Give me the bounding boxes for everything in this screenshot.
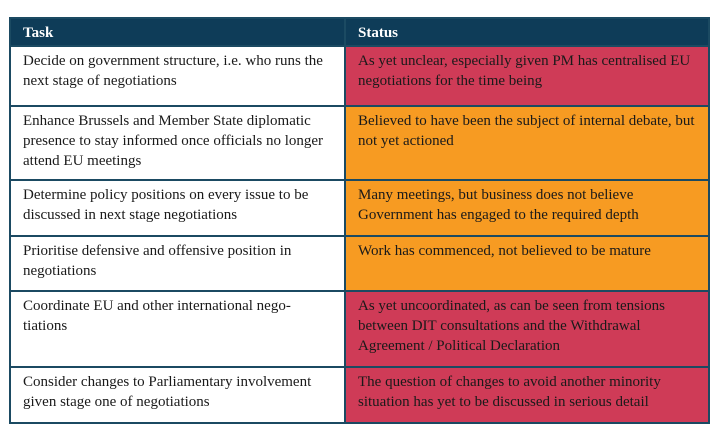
- status-cell-red: As yet unclear, especially given PM has centralised EU negotiations for the time being: [346, 47, 708, 105]
- column-header-status: Status: [346, 19, 708, 45]
- task-cell: Decide on government structure, i.e. who runs the next stage of negotiations: [11, 47, 344, 105]
- status-cell-orange: Believed to have been the subject of internal debate, but not yet actioned: [346, 107, 708, 179]
- status-cell-red: As yet uncoordinated, as can be seen from tensions between DIT consultations and the Withdrawal Agreement / Political Declaration: [346, 292, 708, 366]
- status-cell-orange: Work has commenced, not believed to be mature: [346, 237, 708, 291]
- task-cell: Consider changes to Parliamentary involvement given stage one of negotiations: [11, 368, 344, 422]
- table-row: [11, 107, 708, 179]
- table-row: [11, 181, 708, 235]
- task-cell: Enhance Brussels and Member State diplomatic presence to stay informed once officials no longer attend EU meetings: [11, 107, 344, 179]
- column-header-task: Task: [11, 19, 344, 45]
- task-status-table: [9, 17, 710, 424]
- table-row: [11, 368, 708, 422]
- status-cell-orange: Many meetings, but business does not believe Government has engaged to the required depth: [346, 181, 708, 235]
- table-row: [11, 47, 708, 105]
- table-header-row: [11, 19, 708, 45]
- task-cell: Coordinate EU and other international nego-tiations: [11, 292, 344, 366]
- status-cell-red: The question of changes to avoid another minority situation has yet to be discussed in serious detail: [346, 368, 708, 422]
- status-table-container: [9, 17, 710, 424]
- table-row: [11, 237, 708, 291]
- task-cell: Determine policy positions on every issue to be discussed in next stage negotiations: [11, 181, 344, 235]
- task-cell: Prioritise defensive and offensive position in negotiations: [11, 237, 344, 291]
- table-row: [11, 292, 708, 366]
